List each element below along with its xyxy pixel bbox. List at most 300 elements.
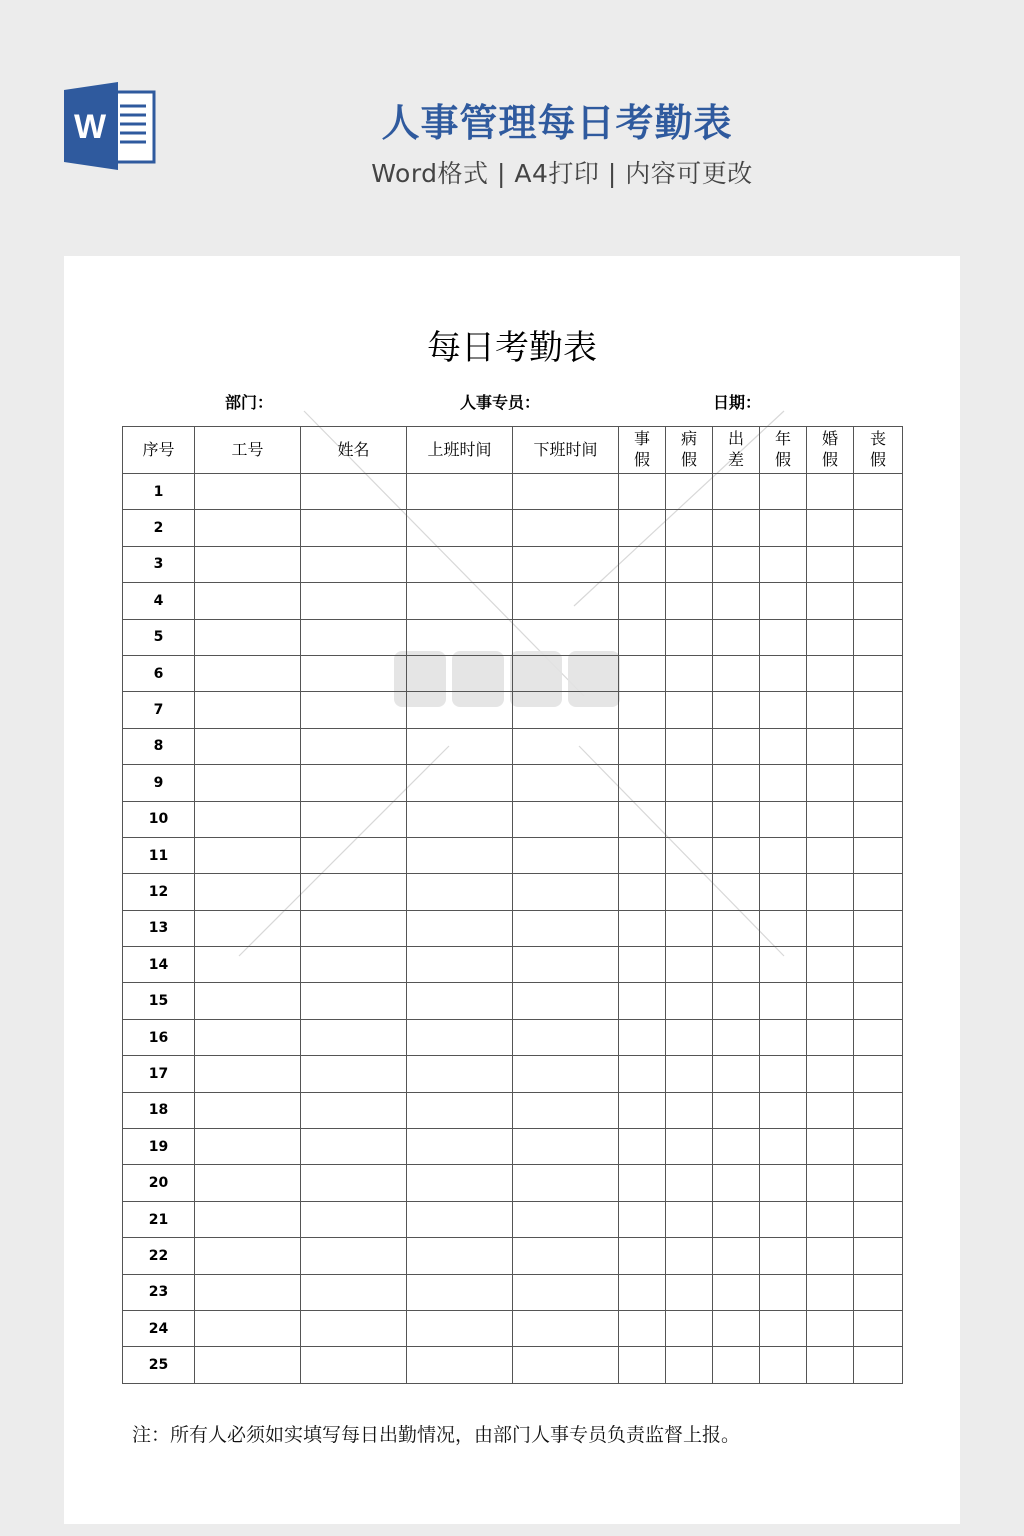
table-cell[interactable] bbox=[407, 947, 513, 983]
table-cell[interactable] bbox=[619, 1165, 666, 1201]
table-cell[interactable] bbox=[619, 1238, 666, 1274]
table-cell[interactable] bbox=[513, 655, 619, 691]
table-cell[interactable] bbox=[713, 837, 760, 873]
table-cell[interactable] bbox=[807, 765, 854, 801]
table-cell[interactable] bbox=[713, 619, 760, 655]
table-cell[interactable] bbox=[407, 546, 513, 582]
table-cell[interactable] bbox=[619, 583, 666, 619]
row-number: 6 bbox=[123, 655, 195, 691]
table-cell[interactable] bbox=[713, 1347, 760, 1383]
table-cell[interactable] bbox=[619, 837, 666, 873]
table-cell[interactable] bbox=[760, 1092, 807, 1128]
table-cell[interactable] bbox=[407, 1092, 513, 1128]
table-cell[interactable] bbox=[195, 983, 301, 1019]
table-cell[interactable] bbox=[760, 1274, 807, 1310]
table-cell[interactable] bbox=[807, 1165, 854, 1201]
table-cell[interactable] bbox=[854, 1165, 903, 1201]
table-cell[interactable] bbox=[713, 655, 760, 691]
table-cell[interactable] bbox=[407, 510, 513, 546]
table-cell[interactable] bbox=[619, 692, 666, 728]
table-cell[interactable] bbox=[713, 801, 760, 837]
table-cell[interactable] bbox=[854, 474, 903, 510]
row-number: 20 bbox=[123, 1165, 195, 1201]
table-cell[interactable] bbox=[195, 1056, 301, 1092]
table-cell[interactable] bbox=[513, 1165, 619, 1201]
table-cell[interactable] bbox=[854, 1310, 903, 1346]
table-cell[interactable] bbox=[407, 1019, 513, 1055]
table-cell[interactable] bbox=[301, 1310, 407, 1346]
table-cell[interactable] bbox=[760, 874, 807, 910]
row-number: 15 bbox=[123, 983, 195, 1019]
table-cell[interactable] bbox=[854, 765, 903, 801]
table-cell[interactable] bbox=[407, 801, 513, 837]
table-cell[interactable] bbox=[513, 1092, 619, 1128]
table-cell[interactable] bbox=[760, 765, 807, 801]
table-cell[interactable] bbox=[407, 1310, 513, 1346]
table-row bbox=[123, 1310, 903, 1346]
table-cell[interactable] bbox=[807, 474, 854, 510]
table-row bbox=[123, 874, 903, 910]
word-logo-letter: W bbox=[73, 108, 107, 146]
table-cell[interactable] bbox=[619, 910, 666, 946]
table-cell[interactable] bbox=[513, 692, 619, 728]
table-cell[interactable] bbox=[301, 1274, 407, 1310]
leave-column-char: 婚 bbox=[821, 429, 838, 449]
table-cell[interactable] bbox=[760, 692, 807, 728]
table-row bbox=[123, 1092, 903, 1128]
table-cell[interactable] bbox=[195, 1019, 301, 1055]
table-cell[interactable] bbox=[666, 947, 713, 983]
table-cell[interactable] bbox=[407, 1238, 513, 1274]
table-cell[interactable] bbox=[760, 1310, 807, 1346]
table-cell[interactable] bbox=[195, 474, 301, 510]
table-cell[interactable] bbox=[854, 583, 903, 619]
table-cell[interactable] bbox=[666, 619, 713, 655]
table-cell[interactable] bbox=[666, 765, 713, 801]
table-cell[interactable] bbox=[301, 874, 407, 910]
table-cell[interactable] bbox=[760, 1201, 807, 1237]
table-cell[interactable] bbox=[619, 1310, 666, 1346]
table-cell[interactable] bbox=[760, 474, 807, 510]
table-cell[interactable] bbox=[713, 510, 760, 546]
table-cell[interactable] bbox=[513, 910, 619, 946]
table-cell[interactable] bbox=[619, 1019, 666, 1055]
table-cell[interactable] bbox=[760, 837, 807, 873]
table-cell[interactable] bbox=[713, 728, 760, 764]
table-row bbox=[123, 1019, 903, 1055]
table-cell[interactable] bbox=[619, 1201, 666, 1237]
table-cell[interactable] bbox=[807, 655, 854, 691]
table-cell[interactable] bbox=[513, 1347, 619, 1383]
table-cell[interactable] bbox=[854, 1201, 903, 1237]
table-cell[interactable] bbox=[666, 1092, 713, 1128]
table-cell[interactable] bbox=[619, 1092, 666, 1128]
table-cell[interactable] bbox=[713, 1310, 760, 1346]
table-cell[interactable] bbox=[666, 837, 713, 873]
table-cell[interactable] bbox=[854, 1056, 903, 1092]
leave-column-header bbox=[713, 427, 760, 474]
table-cell[interactable] bbox=[619, 474, 666, 510]
table-cell[interactable] bbox=[807, 801, 854, 837]
leave-column-header bbox=[760, 427, 807, 474]
table-cell[interactable] bbox=[619, 1056, 666, 1092]
table-cell[interactable] bbox=[195, 583, 301, 619]
table-cell[interactable] bbox=[301, 801, 407, 837]
table-row bbox=[123, 1274, 903, 1310]
table-cell[interactable] bbox=[666, 910, 713, 946]
table-cell[interactable] bbox=[666, 1310, 713, 1346]
table-cell[interactable] bbox=[195, 692, 301, 728]
leave-column-char: 差 bbox=[727, 450, 744, 469]
table-row bbox=[123, 619, 903, 655]
table-cell[interactable] bbox=[807, 1056, 854, 1092]
table-cell[interactable] bbox=[407, 983, 513, 1019]
table-cell[interactable] bbox=[666, 1201, 713, 1237]
table-cell[interactable] bbox=[301, 1019, 407, 1055]
table-row bbox=[123, 837, 903, 873]
table-cell[interactable] bbox=[854, 728, 903, 764]
table-cell[interactable] bbox=[854, 1274, 903, 1310]
table-cell[interactable] bbox=[195, 1347, 301, 1383]
table-cell[interactable] bbox=[807, 1310, 854, 1346]
table-cell[interactable] bbox=[301, 619, 407, 655]
table-cell[interactable] bbox=[854, 983, 903, 1019]
table-cell[interactable] bbox=[513, 874, 619, 910]
table-cell[interactable] bbox=[195, 619, 301, 655]
table-cell[interactable] bbox=[513, 1310, 619, 1346]
table-cell[interactable] bbox=[407, 728, 513, 764]
table-row bbox=[123, 692, 903, 728]
table-cell[interactable] bbox=[301, 1129, 407, 1165]
table-row bbox=[123, 1238, 903, 1274]
table-cell[interactable] bbox=[807, 1129, 854, 1165]
table-cell[interactable] bbox=[666, 728, 713, 764]
row-number: 4 bbox=[123, 583, 195, 619]
table-cell[interactable] bbox=[301, 655, 407, 691]
table-cell[interactable] bbox=[513, 1129, 619, 1165]
table-cell[interactable] bbox=[713, 947, 760, 983]
row-number: 11 bbox=[123, 837, 195, 873]
table-cell[interactable] bbox=[407, 1274, 513, 1310]
row-number: 16 bbox=[123, 1019, 195, 1055]
table-cell[interactable] bbox=[619, 874, 666, 910]
table-cell[interactable] bbox=[713, 583, 760, 619]
table-cell[interactable] bbox=[760, 1019, 807, 1055]
table-cell[interactable] bbox=[619, 619, 666, 655]
table-row bbox=[123, 801, 903, 837]
table-cell[interactable] bbox=[407, 1347, 513, 1383]
table-cell[interactable] bbox=[666, 874, 713, 910]
table-cell[interactable] bbox=[195, 947, 301, 983]
table-cell[interactable] bbox=[666, 983, 713, 1019]
table-cell[interactable] bbox=[407, 619, 513, 655]
table-cell[interactable] bbox=[407, 765, 513, 801]
table-cell[interactable] bbox=[195, 1165, 301, 1201]
table-cell[interactable] bbox=[713, 1274, 760, 1310]
table-cell[interactable] bbox=[760, 728, 807, 764]
table-cell[interactable] bbox=[713, 474, 760, 510]
table-cell[interactable] bbox=[195, 1092, 301, 1128]
table-cell[interactable] bbox=[195, 546, 301, 582]
table-cell[interactable] bbox=[301, 1056, 407, 1092]
document-title: 每日考勤表 bbox=[427, 328, 597, 368]
table-row bbox=[123, 474, 903, 510]
table-cell[interactable] bbox=[195, 1274, 301, 1310]
table-cell[interactable] bbox=[666, 1274, 713, 1310]
table-cell[interactable] bbox=[854, 947, 903, 983]
table-cell[interactable] bbox=[854, 619, 903, 655]
table-cell[interactable] bbox=[807, 1274, 854, 1310]
table-cell[interactable] bbox=[713, 546, 760, 582]
table-cell[interactable] bbox=[301, 546, 407, 582]
table-cell[interactable] bbox=[195, 765, 301, 801]
table-row bbox=[123, 983, 903, 1019]
table-cell[interactable] bbox=[713, 910, 760, 946]
table-cell[interactable] bbox=[854, 692, 903, 728]
table-cell[interactable] bbox=[619, 1129, 666, 1165]
table-cell[interactable] bbox=[807, 874, 854, 910]
table-cell[interactable] bbox=[619, 765, 666, 801]
table-cell[interactable] bbox=[807, 983, 854, 1019]
table-cell[interactable] bbox=[666, 1347, 713, 1383]
table-cell[interactable] bbox=[619, 510, 666, 546]
table-cell[interactable] bbox=[713, 765, 760, 801]
leave-column-char: 假 bbox=[633, 450, 650, 469]
table-cell[interactable] bbox=[760, 947, 807, 983]
table-cell[interactable] bbox=[195, 1310, 301, 1346]
table-cell[interactable] bbox=[513, 1274, 619, 1310]
table-cell[interactable] bbox=[760, 1129, 807, 1165]
table-cell[interactable] bbox=[807, 728, 854, 764]
row-number: 7 bbox=[123, 692, 195, 728]
table-cell[interactable] bbox=[513, 728, 619, 764]
table-cell[interactable] bbox=[760, 1165, 807, 1201]
leave-column-header bbox=[619, 427, 666, 474]
table-cell[interactable] bbox=[760, 910, 807, 946]
table-cell[interactable] bbox=[619, 983, 666, 1019]
table-cell[interactable] bbox=[807, 692, 854, 728]
table-cell[interactable] bbox=[407, 1165, 513, 1201]
table-cell[interactable] bbox=[619, 546, 666, 582]
table-cell[interactable] bbox=[760, 546, 807, 582]
table-cell[interactable] bbox=[407, 474, 513, 510]
table-cell[interactable] bbox=[195, 1129, 301, 1165]
leave-column-char: 病 bbox=[680, 429, 697, 449]
table-cell[interactable] bbox=[854, 801, 903, 837]
table-cell[interactable] bbox=[760, 619, 807, 655]
table-cell[interactable] bbox=[195, 801, 301, 837]
row-number: 21 bbox=[123, 1201, 195, 1237]
leave-column-char: 年 bbox=[774, 429, 791, 449]
table-cell[interactable] bbox=[619, 655, 666, 691]
table-cell[interactable] bbox=[195, 837, 301, 873]
table-cell[interactable] bbox=[619, 728, 666, 764]
table-cell[interactable] bbox=[301, 1092, 407, 1128]
table-cell[interactable] bbox=[513, 583, 619, 619]
table-cell[interactable] bbox=[301, 1238, 407, 1274]
table-cell[interactable] bbox=[713, 1019, 760, 1055]
table-cell[interactable] bbox=[807, 1092, 854, 1128]
table-cell[interactable] bbox=[407, 874, 513, 910]
table-cell[interactable] bbox=[854, 1238, 903, 1274]
table-cell[interactable] bbox=[854, 510, 903, 546]
table-cell[interactable] bbox=[513, 1019, 619, 1055]
table-cell[interactable] bbox=[513, 546, 619, 582]
table-cell[interactable] bbox=[807, 1238, 854, 1274]
table-cell[interactable] bbox=[407, 655, 513, 691]
table-cell[interactable] bbox=[619, 947, 666, 983]
table-cell[interactable] bbox=[301, 728, 407, 764]
table-cell[interactable] bbox=[619, 1274, 666, 1310]
table-cell[interactable] bbox=[713, 692, 760, 728]
table-cell[interactable] bbox=[513, 1056, 619, 1092]
table-cell[interactable] bbox=[513, 510, 619, 546]
table-cell[interactable] bbox=[854, 910, 903, 946]
row-number: 23 bbox=[123, 1274, 195, 1310]
table-cell[interactable] bbox=[760, 801, 807, 837]
row-number: 12 bbox=[123, 874, 195, 910]
row-number: 19 bbox=[123, 1129, 195, 1165]
leave-column-char: 出 bbox=[727, 429, 744, 449]
table-cell[interactable] bbox=[407, 837, 513, 873]
table-cell[interactable] bbox=[666, 1238, 713, 1274]
table-cell[interactable] bbox=[760, 1238, 807, 1274]
table-cell[interactable] bbox=[301, 837, 407, 873]
table-cell[interactable] bbox=[666, 583, 713, 619]
table-cell[interactable] bbox=[807, 546, 854, 582]
table-cell[interactable] bbox=[713, 1238, 760, 1274]
table-cell[interactable] bbox=[301, 510, 407, 546]
table-cell[interactable] bbox=[666, 655, 713, 691]
table-cell[interactable] bbox=[713, 1201, 760, 1237]
leave-column-char: 假 bbox=[869, 450, 886, 469]
table-cell[interactable] bbox=[760, 655, 807, 691]
table-cell[interactable] bbox=[301, 1201, 407, 1237]
column-header: 下班时间 bbox=[513, 427, 619, 474]
table-cell[interactable] bbox=[807, 837, 854, 873]
table-cell[interactable] bbox=[301, 765, 407, 801]
table-cell[interactable] bbox=[619, 801, 666, 837]
table-cell[interactable] bbox=[666, 692, 713, 728]
leave-column-char: 假 bbox=[821, 450, 838, 469]
table-cell[interactable] bbox=[807, 619, 854, 655]
table-cell[interactable] bbox=[854, 1092, 903, 1128]
table-cell[interactable] bbox=[807, 1347, 854, 1383]
document-page bbox=[64, 256, 960, 1524]
table-cell[interactable] bbox=[854, 1019, 903, 1055]
table-cell[interactable] bbox=[195, 1238, 301, 1274]
table-cell[interactable] bbox=[807, 910, 854, 946]
table-cell[interactable] bbox=[807, 1201, 854, 1237]
table-cell[interactable] bbox=[760, 983, 807, 1019]
table-cell[interactable] bbox=[807, 1019, 854, 1055]
table-cell[interactable] bbox=[854, 546, 903, 582]
table-cell[interactable] bbox=[195, 910, 301, 946]
table-cell[interactable] bbox=[407, 583, 513, 619]
table-row bbox=[123, 583, 903, 619]
table-cell[interactable] bbox=[407, 692, 513, 728]
table-cell[interactable] bbox=[407, 910, 513, 946]
table-cell[interactable] bbox=[513, 801, 619, 837]
table-cell[interactable] bbox=[713, 1129, 760, 1165]
table-cell[interactable] bbox=[666, 510, 713, 546]
leave-column-char: 丧 bbox=[869, 429, 886, 449]
table-row bbox=[123, 1347, 903, 1383]
table-cell[interactable] bbox=[713, 874, 760, 910]
table-cell[interactable] bbox=[513, 947, 619, 983]
table-cell[interactable] bbox=[195, 1201, 301, 1237]
subtitle: Word格式 | A4打印 | 内容可更改 bbox=[371, 159, 753, 188]
page-header bbox=[0, 0, 1024, 256]
table-cell[interactable] bbox=[301, 910, 407, 946]
row-number: 25 bbox=[123, 1347, 195, 1383]
table-cell[interactable] bbox=[513, 1201, 619, 1237]
table-cell[interactable] bbox=[666, 1019, 713, 1055]
table-cell[interactable] bbox=[301, 474, 407, 510]
table-cell[interactable] bbox=[513, 619, 619, 655]
table-cell[interactable] bbox=[807, 510, 854, 546]
table-cell[interactable] bbox=[807, 583, 854, 619]
table-cell[interactable] bbox=[195, 728, 301, 764]
leave-column-header bbox=[854, 427, 903, 474]
table-cell[interactable] bbox=[513, 765, 619, 801]
table-cell[interactable] bbox=[301, 983, 407, 1019]
table-cell[interactable] bbox=[407, 1129, 513, 1165]
table-cell[interactable] bbox=[760, 583, 807, 619]
table-row bbox=[123, 655, 903, 691]
table-row bbox=[123, 546, 903, 582]
table-cell[interactable] bbox=[807, 947, 854, 983]
table-cell[interactable] bbox=[301, 947, 407, 983]
table-cell[interactable] bbox=[513, 837, 619, 873]
table-cell[interactable] bbox=[713, 1092, 760, 1128]
table-cell[interactable] bbox=[666, 474, 713, 510]
table-cell[interactable] bbox=[407, 1056, 513, 1092]
table-cell[interactable] bbox=[666, 546, 713, 582]
table-cell[interactable] bbox=[407, 1201, 513, 1237]
table-cell[interactable] bbox=[301, 1165, 407, 1201]
table-cell[interactable] bbox=[760, 1056, 807, 1092]
table-cell[interactable] bbox=[760, 1347, 807, 1383]
table-cell[interactable] bbox=[713, 1165, 760, 1201]
table-cell[interactable] bbox=[301, 692, 407, 728]
table-cell[interactable] bbox=[513, 474, 619, 510]
table-cell[interactable] bbox=[195, 874, 301, 910]
table-cell[interactable] bbox=[854, 837, 903, 873]
table-cell[interactable] bbox=[301, 583, 407, 619]
table-cell[interactable] bbox=[619, 1347, 666, 1383]
table-row bbox=[123, 765, 903, 801]
table-cell[interactable] bbox=[513, 983, 619, 1019]
table-cell[interactable] bbox=[854, 1129, 903, 1165]
table-cell[interactable] bbox=[301, 1347, 407, 1383]
table-cell[interactable] bbox=[195, 510, 301, 546]
table-cell[interactable] bbox=[666, 1165, 713, 1201]
table-row bbox=[123, 947, 903, 983]
table-cell[interactable] bbox=[854, 655, 903, 691]
table-cell[interactable] bbox=[666, 801, 713, 837]
table-cell[interactable] bbox=[513, 1238, 619, 1274]
table-cell[interactable] bbox=[854, 874, 903, 910]
table-cell[interactable] bbox=[713, 983, 760, 1019]
table-cell[interactable] bbox=[713, 1056, 760, 1092]
table-cell[interactable] bbox=[854, 1347, 903, 1383]
table-cell[interactable] bbox=[666, 1129, 713, 1165]
table-cell[interactable] bbox=[666, 1056, 713, 1092]
table-cell[interactable] bbox=[760, 510, 807, 546]
column-header: 工号 bbox=[195, 427, 301, 474]
table-cell[interactable] bbox=[195, 655, 301, 691]
